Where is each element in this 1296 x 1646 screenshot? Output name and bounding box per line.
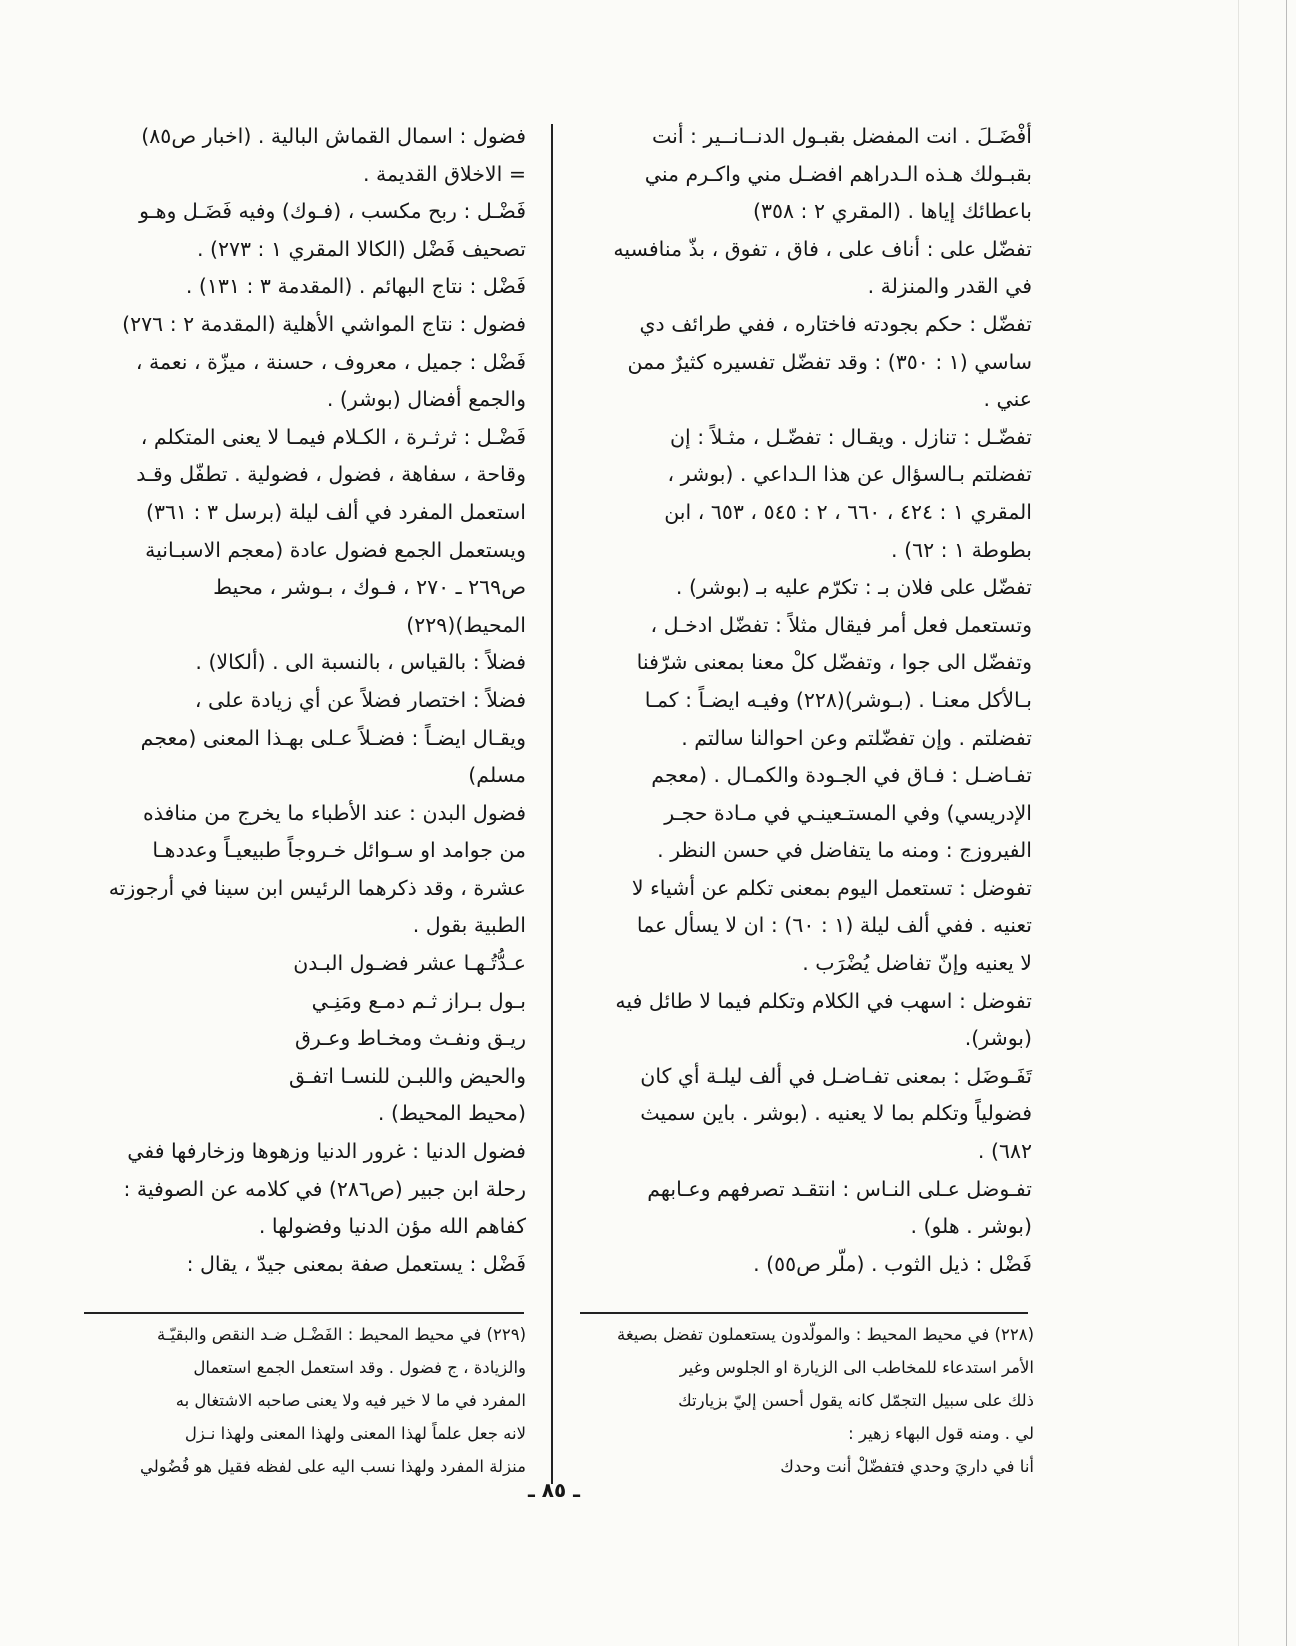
- text-line: عـدُّتُـهـا عشر فضـول البـدن: [293, 951, 526, 976]
- text-line: تفضلتم بـالسؤال عن هذا الـداعي . (بوشر ،: [667, 462, 1032, 487]
- text-line: والزيادة ، ج فضول . وقد استعمل الجمع استعمال: [193, 1358, 526, 1377]
- text-line: ص٢٦٩ ـ ٢٧٠ ، فـوك ، بـوشر ، محيط: [213, 575, 526, 600]
- text-line: وتستعمل فعل أمر فيقال مثلاً : تفضّل ادخـل ،: [650, 612, 1032, 637]
- text-line: ذلك على سبيل التجمّل كانه يقول أحسن إليّ بزيارتك: [678, 1391, 1034, 1410]
- text-line: باعطائك إياها . (المقري ٢ : ٣٥٨): [752, 199, 1032, 224]
- text-line: فضول البدن : عند الأطباء ما يخرج من منافذه: [142, 800, 526, 825]
- text-line: (٢٢٨) في محيط المحيط : والمولّدون يستعملون تفضل بصيغة: [617, 1325, 1034, 1344]
- footnote-rule-right: [580, 1312, 1028, 1314]
- text-line: الإدريسي) وفي المستـعينـي في مـادة حجـر: [664, 800, 1032, 825]
- text-line: أفْضَـلَ . انت المفضل بقبـول الدنــانــير : أنت: [651, 124, 1032, 148]
- text-line: ٦٨٢) .: [977, 1139, 1032, 1164]
- footnote-right: [600, 1318, 1034, 1483]
- text-line: (بوشر).: [964, 1026, 1032, 1051]
- text-line: بـول بـراز ثـم دمـع ومَنِـي: [311, 988, 526, 1013]
- text-line: استعمل المفرد في ألف ليلة (برسل ٣ : ٣٦١): [145, 499, 526, 524]
- footnote-left: [80, 1318, 526, 1483]
- text-line: فَضْـل : ثرثـرة ، الكـلام فيمـا لا يعنى المتكلم ،: [140, 424, 526, 449]
- text-line: المفرد في ما لا خير فيه ولا يعنى صاحبه الاشتغال به: [175, 1391, 526, 1410]
- text-line: وتفضّل الى جوا ، وتفضّل كلْ معنا بمعنى شرّفنا: [636, 650, 1032, 675]
- text-line: = الاخلاق القديمة .: [362, 161, 526, 186]
- text-line: لا يعنيه وإنّ تفاضل يُضْرَب .: [802, 951, 1032, 976]
- text-line: ويقـال ايضـاً : فضـلاً عـلى بهـذا المعنى (معجم: [140, 725, 526, 750]
- text-line: فضول : نتاج المواشي الأهلية (المقدمة ٢ : ٢٧٦): [122, 311, 526, 336]
- scan-edge: [1286, 0, 1287, 1646]
- page-number: ـ ٨٥ ـ: [527, 1478, 581, 1502]
- text-line: تفضّـل : تنازل . ويقـال : تفضّـل ، مثـلاً : إن: [670, 424, 1032, 449]
- text-line: بـالأكل معنـا . (بـوشر)(٢٢٨) وفيـه ايضـاً : كمـا: [644, 687, 1032, 712]
- text-line: (٢٢٩) في محيط المحيط : الفَضْـل ضـد النقص والبقيّـة: [156, 1325, 526, 1344]
- text-line: فضلاً : بالقياس ، بالنسبة الى . (ألكالا) .: [195, 650, 526, 675]
- text-line: فَضْل : يستعمل صفة بمعنى جيدّ ، يقال :: [186, 1251, 526, 1276]
- text-line: من جوامد او سـوائل خـروجاً طبيعيـاً وعددهـا: [152, 838, 526, 863]
- left-column: [80, 118, 526, 1283]
- column-divider: [551, 124, 553, 1484]
- text-line: فَضْل : نتاج البهائم . (المقدمة ٣ : ١٣١) .: [185, 274, 526, 299]
- text-line: تفضّل على : أناف على ، فاق ، تفوق ، بذّ منافسيه: [613, 236, 1032, 261]
- footnote-rule-left: [84, 1312, 524, 1314]
- text-line: فضول : اسمال القماش البالية . (اخبار ص٨٥): [141, 124, 526, 148]
- text-line: فَضْـل : ربح مكسب ، (فـوك) وفيه فَضَـل وهـو: [139, 199, 526, 224]
- text-line: تفـوضل عـلى النـاس : انتقـد تصرفهم وعـابهم: [647, 1176, 1032, 1201]
- text-line: فضولياً وتكلم بما لا يعنيه . (بوشر . باين سميث: [640, 1101, 1032, 1126]
- text-line: عشرة ، وقد ذكرهما الرئيس ابن سينا في أرجوزته: [108, 875, 526, 900]
- text-line: ساسي (١ : ٣٥٠) : وقد تفضّل تفسيره كثيرٌ ممن: [627, 349, 1032, 374]
- text-line: تصحيف فَضْل (الكالا المقري ١ : ٢٧٣) .: [196, 236, 526, 261]
- text-line: بطوطة ١ : ٦٢) .: [891, 537, 1032, 562]
- text-line: فَضْل : ذيل الثوب . (ملّر ص٥٥) .: [753, 1251, 1032, 1276]
- text-line: المقري ١ : ٤٢٤ ، ٦٦٠ ، ٢ : ٥٤٥ ، ٦٥٣ ، ابن: [664, 499, 1032, 524]
- text-line: تفوضل : اسهب في الكلام وتكلم فيما لا طائل فيه: [615, 988, 1032, 1013]
- text-line: ويستعمل الجمع فضول عادة (معجم الاسبـانية: [145, 537, 526, 562]
- text-line: فَضْل : جميل ، معروف ، حسنة ، ميزّة ، نعمة ،: [135, 349, 526, 374]
- text-line: (محيط المحيط) .: [377, 1101, 526, 1126]
- text-line: الطبية بقول .: [412, 913, 526, 938]
- text-line: كفاهم الله مؤن الدنيا وفضولها .: [258, 1214, 526, 1239]
- text-line: (بوشر . هلو) .: [910, 1214, 1032, 1239]
- text-line: ريـق ونفـث ومخـاط وعـرق: [294, 1026, 526, 1051]
- text-line: تَفَـوضَل : بمعنى تفـاضـل في ألف ليلـة أي كان: [640, 1063, 1032, 1088]
- text-line: لانه جعل علماً لهذا المعنى ولهذا المعنى ولهذا نـزل: [184, 1424, 526, 1443]
- text-line: والحيض واللبـن للنسـا اتفـق: [289, 1063, 526, 1088]
- text-line: والجمع أفضال (بوشر) .: [326, 387, 526, 412]
- text-line: وقاحة ، سفاهة ، فضول ، فضولية . تطفّل وقـد: [136, 462, 526, 487]
- text-line: رحلة ابن جبير (ص٢٨٦) في كلامه عن الصوفية :: [123, 1176, 526, 1201]
- text-line: بقبـولك هـذه الـدراهم افضـل مني واكـرم مني: [644, 161, 1032, 186]
- text-line: تفضّل على فلان بـ : تكرّم عليه بـ (بوشر) .: [675, 575, 1032, 600]
- text-line: لي . ومنه قول البهاء زهير :: [848, 1424, 1034, 1443]
- text-line: تفوضل : تستعمل اليوم بمعنى تكلم عن أشياء لا: [631, 875, 1032, 900]
- text-line: مسلم): [468, 763, 526, 788]
- text-line: أنا في داريَ وحدي فتفضّلْ أنت وحدك: [780, 1457, 1034, 1476]
- text-line: الأمر استدعاء للمخاطب الى الزيارة او الجلوس وغير: [679, 1358, 1034, 1377]
- scan-edge-inner: [1238, 0, 1239, 1646]
- text-line: تفضّل : حكم بجودته فاختاره ، ففي طرائف دي: [639, 311, 1032, 336]
- right-column: [596, 118, 1032, 1283]
- text-line: المحيط)(٢٢٩): [406, 612, 526, 637]
- text-line: تعنيه . ففي ألف ليلة (١ : ٦٠) : ان لا يسأل عما: [636, 913, 1032, 938]
- text-line: منزلة المفرد ولهذا نسب اليه على لفظه فقيل هو فُضُولي: [140, 1457, 526, 1476]
- text-line: في القدر والمنزلة .: [867, 274, 1032, 299]
- text-line: فضلاً : اختصار فضلاً عن أي زيادة على ،: [194, 687, 526, 712]
- text-line: فضول الدنيا : غرور الدنيا وزهوها وزخارفها ففي: [127, 1139, 526, 1164]
- text-line: تفضلتم . وإن تفضّلتم وعن احوالنا سالتم .: [681, 725, 1032, 750]
- text-line: الفيروزج : ومنه ما يتفاضل في حسن النظر .: [657, 838, 1032, 863]
- text-line: عني .: [983, 387, 1032, 412]
- text-line: تفـاضـل : فـاق في الجـودة والكمـال . (معجم: [651, 763, 1032, 788]
